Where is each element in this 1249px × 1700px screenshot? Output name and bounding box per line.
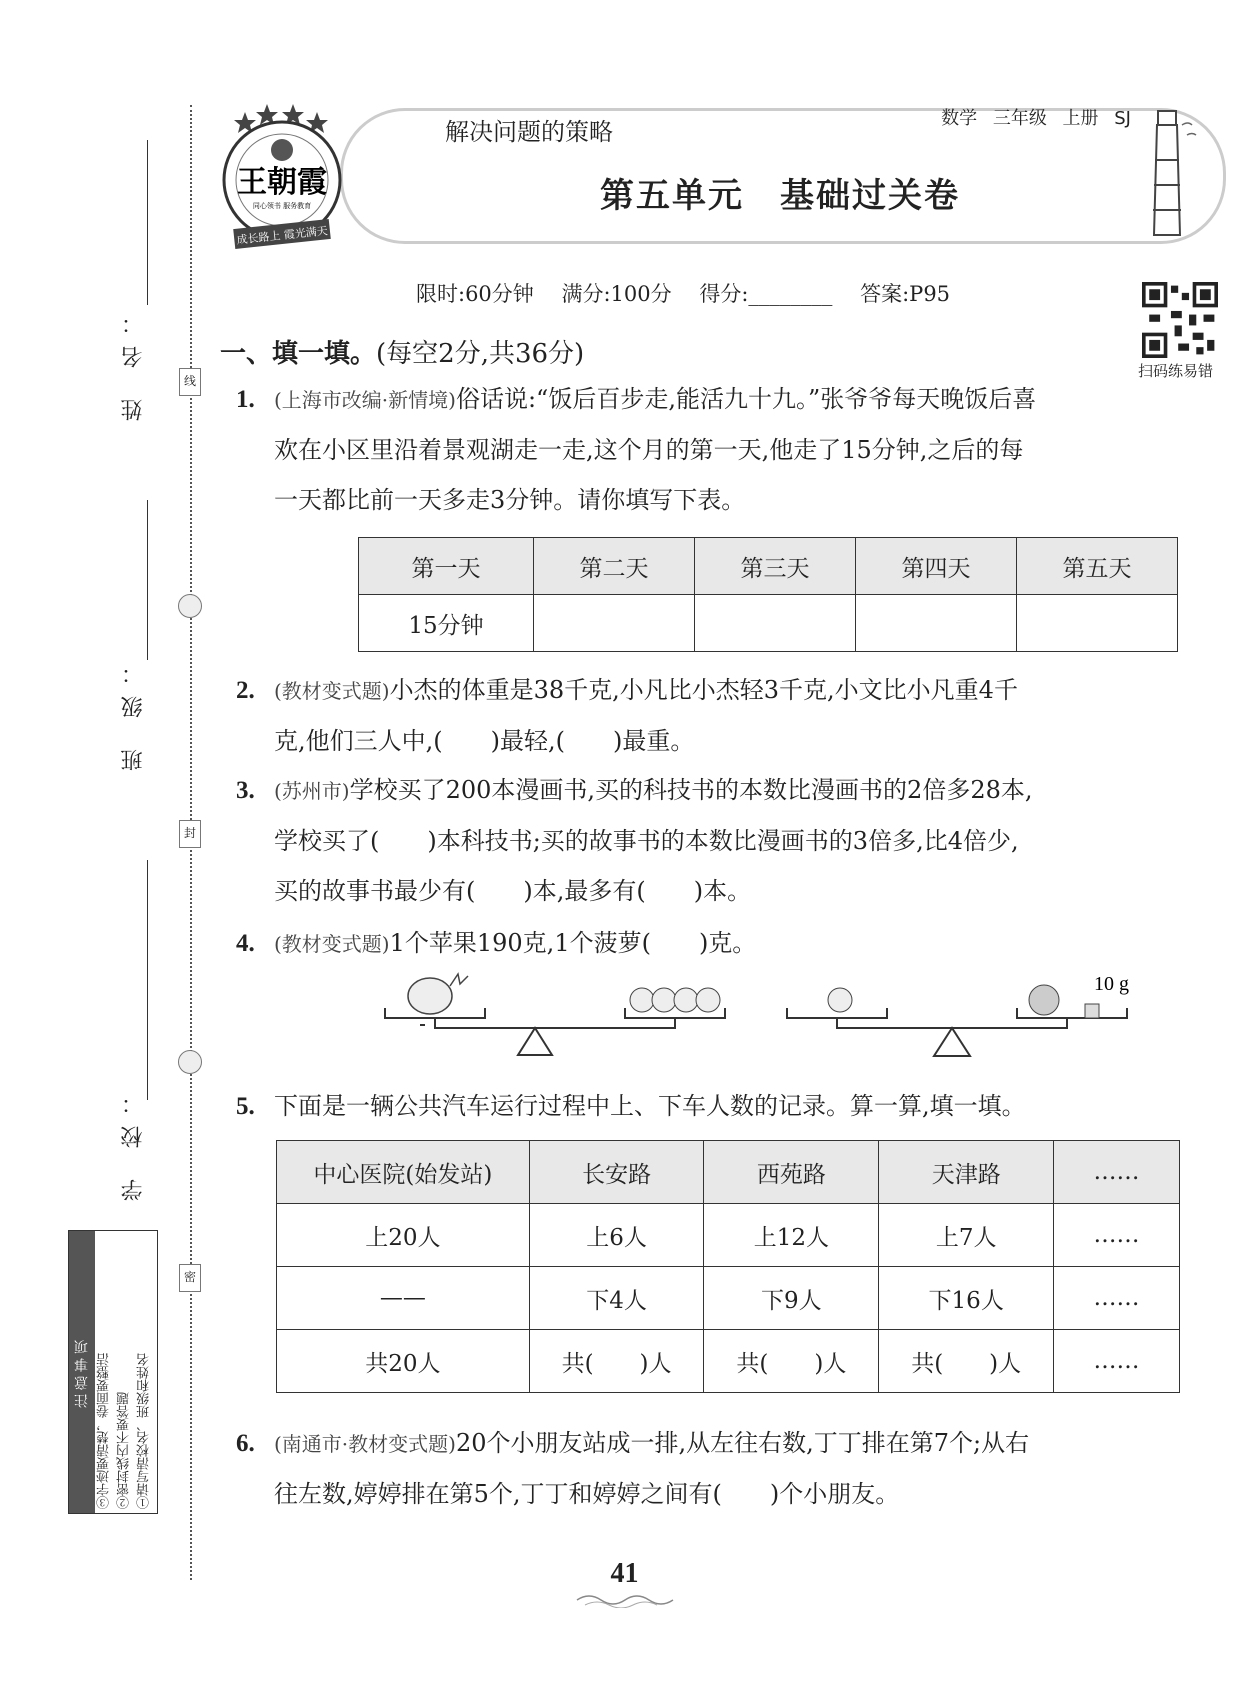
apple-icon (652, 988, 676, 1012)
page-title: 第五单元 基础过关卷 (600, 176, 960, 216)
balance-scale-2 (782, 968, 1142, 1068)
class-field[interactable] (147, 500, 148, 660)
qr-caption: 扫码练易错 (1138, 362, 1214, 380)
walking-table (358, 537, 1178, 652)
table-header: 第二天 (534, 538, 695, 595)
answer-cell[interactable]: 共( )人 (879, 1330, 1054, 1393)
brand-slogan: 成长路上 霞光满天 (235, 224, 329, 247)
table-cell: 下9人 (704, 1267, 879, 1330)
notice-box (68, 1230, 158, 1514)
table-cell: 下4人 (529, 1267, 704, 1330)
question-text: 买的故事书最少有( )本,最多有( )本。 (274, 877, 752, 905)
notice-item: ③字迹要清楚，卷面要整洁 (97, 1353, 112, 1509)
question-text: 学校买了200本漫画书,买的科技书的本数比漫画书的2倍多28本, (349, 776, 1033, 804)
apple-icon (696, 988, 720, 1012)
table-cell: —— (277, 1267, 530, 1330)
question-source: (教材变式题) (274, 679, 390, 703)
table-header: 西苑路 (704, 1141, 879, 1204)
table-cell: …… (1054, 1267, 1180, 1330)
question-number: 2. (236, 677, 255, 704)
grade-info: 数学 三年级 上册 SJ (941, 108, 1131, 129)
question-text: 克,他们三人中,( )最轻,( )最重。 (274, 727, 695, 755)
lighthouse-icon (1132, 105, 1202, 245)
question-text: 一天都比前一天多走3分钟。请你填写下表。 (274, 486, 746, 514)
question-number: 6. (236, 1430, 255, 1457)
brand-mini-icon (178, 594, 202, 618)
answer-cell[interactable] (695, 595, 856, 652)
weight-label: 10 g (1094, 973, 1129, 995)
brand-mini-icon (178, 1050, 202, 1074)
answer-page: 答案:P95 (860, 282, 951, 306)
answer-cell[interactable]: 共( )人 (529, 1330, 704, 1393)
score-field[interactable]: 得分:________ (699, 282, 833, 306)
question-text: 20个小朋友站成一排,从左往右数,丁丁排在第7个;从右 (455, 1429, 1030, 1457)
question-5 (236, 1081, 1226, 1132)
table-cell: 上12人 (704, 1204, 879, 1267)
table-cell: …… (1054, 1204, 1180, 1267)
question-number: 5. (236, 1093, 255, 1120)
school-field[interactable] (147, 860, 148, 1100)
class-label: 班 级： (121, 650, 146, 771)
question-source: (上海市改编·新情境) (274, 388, 456, 412)
table-cell: …… (1054, 1330, 1180, 1393)
subject-topic: 解决问题的策略 (437, 112, 621, 147)
question-3 (236, 765, 1226, 916)
table-header: 第四天 (856, 538, 1017, 595)
table-cell: 上7人 (879, 1204, 1054, 1267)
page-number: 41 (610, 1558, 639, 1589)
pineapple-icon (408, 978, 452, 1014)
question-text: 学校买了( )本科技书;买的故事书的本数比漫画书的3倍多,比4倍少, (274, 827, 1019, 855)
section-title (220, 333, 584, 370)
table-cell: 15分钟 (359, 595, 534, 652)
question-1 (236, 374, 1226, 525)
table-header: 第五天 (1016, 538, 1177, 595)
question-text: 下面是一辆公共汽车运行过程中上、下车人数的记录。算一算,填一填。 (274, 1092, 1026, 1120)
balance-scale-1 (380, 970, 760, 1070)
full-score: 满分:100分 (561, 282, 672, 306)
name-label: 姓 名： (121, 300, 146, 421)
section-note: (每空2分,共36分) (376, 339, 585, 369)
table-header: 第三天 (695, 538, 856, 595)
table-cell: 共20人 (277, 1330, 530, 1393)
notice-title: 注意事项 (69, 1231, 95, 1513)
answer-cell[interactable]: 共( )人 (704, 1330, 879, 1393)
section-heading: 一、填一填。 (220, 339, 377, 369)
apple-icon (828, 988, 852, 1012)
cut-mark-secret: 密 (179, 1264, 201, 1292)
question-2 (236, 665, 1226, 766)
answer-cell[interactable] (534, 595, 695, 652)
name-field[interactable] (147, 140, 148, 305)
question-text: 1个苹果190克,1个菠萝( )克。 (389, 929, 757, 957)
qr-code-icon[interactable] (1142, 282, 1218, 358)
question-source: (南通市·教材变式题) (274, 1432, 456, 1456)
cut-mark-seal: 封 (179, 820, 201, 848)
question-text: 欢在小区里沿着景观湖走一走,这个月的第一天,他走了15分钟,之后的每 (274, 436, 1024, 464)
brand-tag: 同心领书 服务教育 (252, 202, 312, 210)
table-header: 长安路 (529, 1141, 704, 1204)
table-header: 中心医院(始发站) (277, 1141, 530, 1204)
apple-icon (1029, 985, 1059, 1015)
question-4 (236, 918, 1226, 969)
table-header: 第一天 (359, 538, 534, 595)
table-cell: 下16人 (879, 1267, 1054, 1330)
bus-table (276, 1140, 1180, 1393)
question-source: (教材变式题) (274, 932, 390, 956)
notice-item: ②密封线内不要答题 (117, 1392, 132, 1509)
brand-logo (212, 100, 352, 255)
wave-decoration-icon (575, 1592, 675, 1608)
brand-name: 王朝霞 (237, 165, 327, 200)
school-label: 学 校： (121, 1080, 146, 1201)
cut-mark-line: 线 (179, 368, 201, 396)
table-header: …… (1054, 1141, 1180, 1204)
apple-icon (630, 988, 654, 1012)
question-number: 4. (236, 930, 255, 957)
weight-icon (1085, 1004, 1099, 1018)
exam-meta (416, 278, 950, 308)
question-text: 俗话说:“饭后百步走,能活九十九。”张爷爷每天晚饭后喜 (455, 385, 1037, 413)
question-number: 1. (236, 386, 255, 413)
question-text: 小杰的体重是38千克,小凡比小杰轻3千克,小文比小凡重4千 (389, 676, 1018, 704)
question-number: 3. (236, 777, 255, 804)
question-6 (236, 1418, 1226, 1519)
table-header: 天津路 (879, 1141, 1054, 1204)
table-cell: 上6人 (529, 1204, 704, 1267)
question-text: 往左数,婷婷排在第5个,丁丁和婷婷之间有( )个小朋友。 (274, 1480, 900, 1508)
apple-icon (674, 988, 698, 1012)
table-cell: 上20人 (277, 1204, 530, 1267)
time-limit: 限时:60分钟 (416, 282, 534, 306)
question-source: (苏州市) (274, 779, 350, 803)
answer-cell[interactable] (1016, 595, 1177, 652)
answer-cell[interactable] (856, 595, 1017, 652)
notice-item: ①请写清校名、班级和姓名 (137, 1353, 152, 1509)
